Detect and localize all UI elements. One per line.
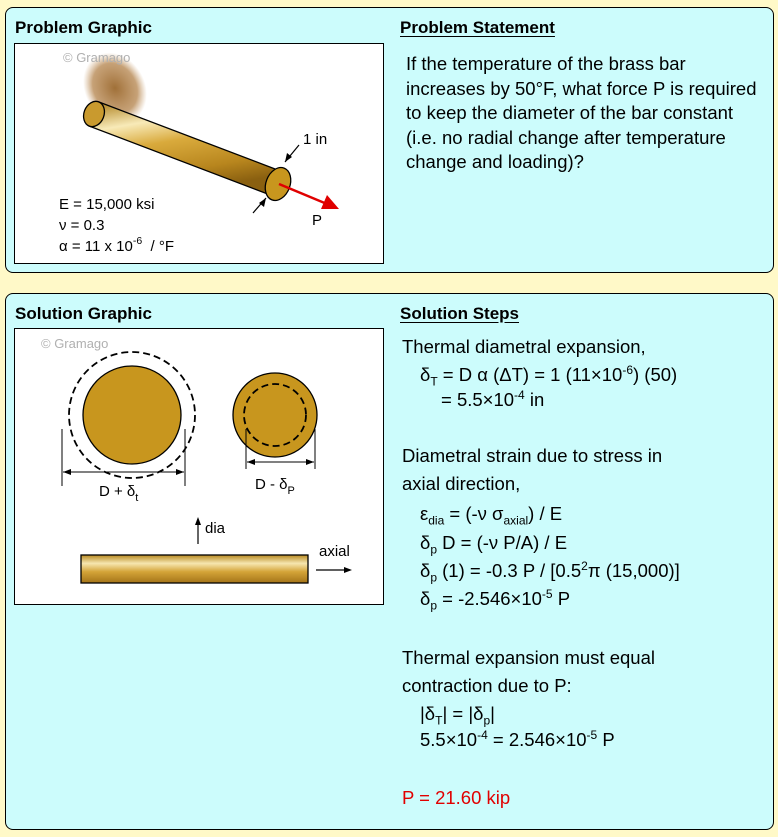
problem-graphic	[14, 43, 384, 264]
problem-statement-title: Problem Statement	[400, 18, 555, 37]
step-line: $|\delta_T| = |\delta_p|$	[420, 703, 495, 728]
right-arrow-icon	[344, 567, 352, 573]
cross-section-diagram	[15, 329, 385, 606]
step-line: Thermal diametral expansion,	[402, 336, 646, 357]
step-line: axial direction,	[402, 473, 521, 494]
up-arrow-icon	[195, 517, 201, 525]
dimension-arrow-icon	[63, 469, 71, 475]
step-line: contraction due to P:	[402, 675, 572, 696]
d-minus-label: D - $\delta_P$	[255, 476, 295, 497]
side-view-bar	[81, 555, 308, 583]
step-line: $\delta_p = -2.546\times 10^{-5}$ P	[420, 586, 571, 613]
alpha-label: α = 11 x $10^{-6} / ^\circ F$	[59, 235, 175, 255]
problem-panel	[5, 7, 774, 273]
step-line: Thermal expansion must equal	[402, 647, 655, 668]
solution-graphic-title: Solution Graphic	[15, 304, 152, 323]
axial-label: axial	[319, 543, 350, 560]
solution-steps-title: Solution Steps	[400, 304, 519, 323]
step-line: $5.5\times 10^{-4} = 2.546\times 10^{-5}$ P	[420, 727, 615, 750]
brass-bar-diagram	[15, 44, 385, 265]
step-line: $\delta_T = D$ α (ΔT) = 1 $(11\times 10^{-6})$ (50)	[420, 362, 678, 389]
step-line: Diametral strain due to stress in	[402, 445, 663, 466]
dia-label: dia	[205, 520, 226, 537]
original-section-left	[83, 366, 181, 464]
d-plus-label: $D + \delta_t$	[99, 483, 139, 504]
step-line: = $5.5\times 10^{-4}$ in	[441, 387, 545, 410]
force-label: P	[312, 212, 323, 229]
watermark: © Gramago	[41, 336, 109, 351]
watermark: © Gramago	[63, 50, 131, 65]
solution-graphic	[14, 328, 384, 605]
brass-bar	[89, 102, 283, 196]
answer: P = 21.60 kip	[402, 787, 511, 808]
modulus-label: E = 15,000 ksi	[59, 196, 155, 213]
step-line: $\delta_p$ (1) = -0.3 P / [$0.5^2\pi$ (15,000)]	[420, 558, 680, 585]
dimension-arrow-icon	[176, 469, 184, 475]
problem-graphic-title: Problem Graphic	[15, 18, 152, 37]
poisson-label: ν = 0.3	[59, 217, 105, 234]
dimension-arrow-icon	[306, 459, 314, 465]
dimension-arrow-icon	[247, 459, 255, 465]
step-line: $\delta_p$ D = (-ν P/A) / E	[420, 532, 568, 557]
solution-panel	[5, 293, 774, 830]
problem-statement: If the temperature of the brass bar increases by 50°F, what force P is required to keep the diameter of the bar constant (i.e. no radial change after temperature change and loading)?	[406, 53, 757, 172]
step-line: $\varepsilon_{dia} = (-\nu$ $\sigma_{axial}$) / E	[420, 503, 563, 528]
diameter-label: 1 in	[303, 131, 328, 148]
